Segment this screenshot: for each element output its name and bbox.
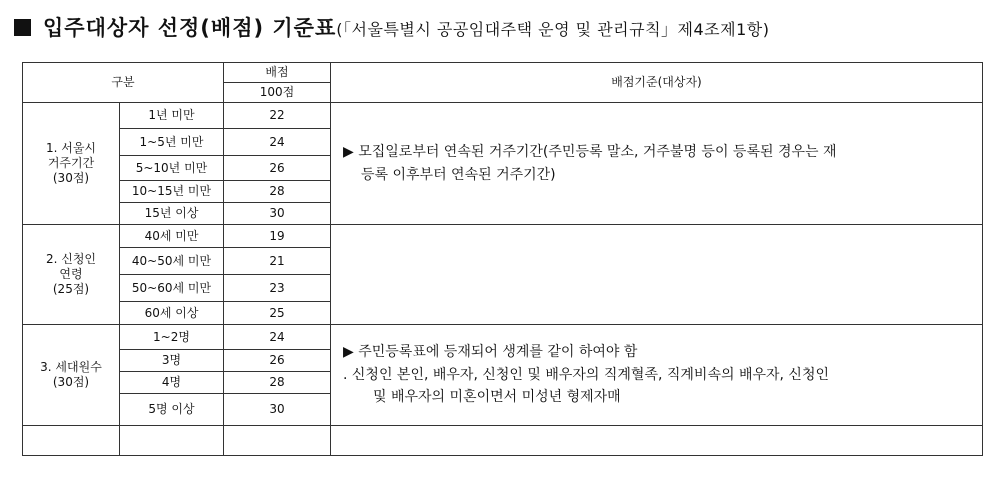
title-main: 입주대상자 선정(배점) 기준표 — [43, 16, 337, 40]
score-cell: 30 — [224, 394, 331, 426]
table-row — [23, 325, 983, 350]
header-criteria: 배점기준(대상자) — [331, 63, 983, 103]
section-label-line: (30점) — [52, 171, 90, 185]
score-cell: 19 — [224, 225, 331, 248]
condition-cell: 50~60세 미만 — [120, 275, 224, 302]
condition-cell: 1~2명 — [120, 325, 224, 350]
title-regulation-reference: (「서울특별시 공공임대주택 운영 및 관리규칙」제4조제1항) — [336, 20, 770, 39]
square-bullet-icon — [14, 19, 31, 36]
table-row-partial — [23, 426, 983, 456]
empty-cell — [331, 426, 983, 456]
score-cell: 28 — [224, 372, 331, 394]
criteria-cell — [331, 103, 983, 225]
score-cell: 30 — [224, 203, 331, 225]
condition-cell: 40~50세 미만 — [120, 248, 224, 275]
condition-cell: 5~10년 미만 — [120, 156, 224, 181]
condition-cell: 4명 — [120, 372, 224, 394]
criteria-line: 등록 이후부터 연속된 거주기간) — [361, 166, 556, 183]
table-row — [23, 103, 983, 129]
condition-cell: 5명 이상 — [120, 394, 224, 426]
condition-cell: 1~5년 미만 — [120, 129, 224, 156]
score-cell: 22 — [224, 103, 331, 129]
criteria-line: ▶ 모집일로부터 연속된 거주기간(주민등록 말소, 거주불명 등이 등록된 경우는 재 — [343, 144, 837, 161]
criteria-line: ▶ 주민등록표에 등재되어 생계를 같이 하여야 함 — [343, 344, 638, 361]
score-cell: 23 — [224, 275, 331, 302]
criteria-line: . 신청인 본인, 배우자, 신청인 및 배우자의 직계혈족, 직계비속의 배우자, 신청인 — [343, 366, 829, 383]
empty-cell — [224, 426, 331, 456]
section-label-line: (30점) — [52, 375, 90, 389]
table-row — [23, 225, 983, 248]
section-label — [23, 325, 120, 426]
criteria-cell — [331, 225, 983, 325]
page-title — [14, 12, 769, 42]
condition-cell: 40세 미만 — [120, 225, 224, 248]
condition-cell: 10~15년 미만 — [120, 181, 224, 203]
score-cell: 24 — [224, 325, 331, 350]
score-cell: 24 — [224, 129, 331, 156]
criteria-cell — [331, 325, 983, 426]
score-cell: 26 — [224, 156, 331, 181]
section-label-line: (25점) — [52, 282, 90, 296]
score-cell: 26 — [224, 350, 331, 372]
score-cell: 25 — [224, 302, 331, 325]
score-cell: 28 — [224, 181, 331, 203]
header-total-score: 100점 — [224, 83, 331, 103]
criteria-line: 및 배우자의 미혼이면서 미성년 형제자매 — [373, 389, 621, 406]
score-cell: 21 — [224, 248, 331, 275]
condition-cell: 1년 미만 — [120, 103, 224, 129]
section-label-line: 거주기간 — [47, 156, 95, 170]
section-label-line: 연령 — [59, 267, 83, 281]
section-label-line: 1. 서울시 — [45, 141, 97, 155]
section-label-line: 2. 신청인 — [45, 252, 97, 266]
section-label — [23, 225, 120, 325]
condition-cell: 60세 이상 — [120, 302, 224, 325]
empty-cell — [120, 426, 224, 456]
header-category: 구분 — [23, 63, 224, 103]
section-label-line: 3. 세대원수 — [40, 360, 102, 374]
empty-cell — [23, 426, 120, 456]
condition-cell: 15년 이상 — [120, 203, 224, 225]
scoring-table — [22, 62, 983, 456]
condition-cell: 3명 — [120, 350, 224, 372]
header-score: 배점 — [224, 63, 331, 83]
section-label — [23, 103, 120, 225]
